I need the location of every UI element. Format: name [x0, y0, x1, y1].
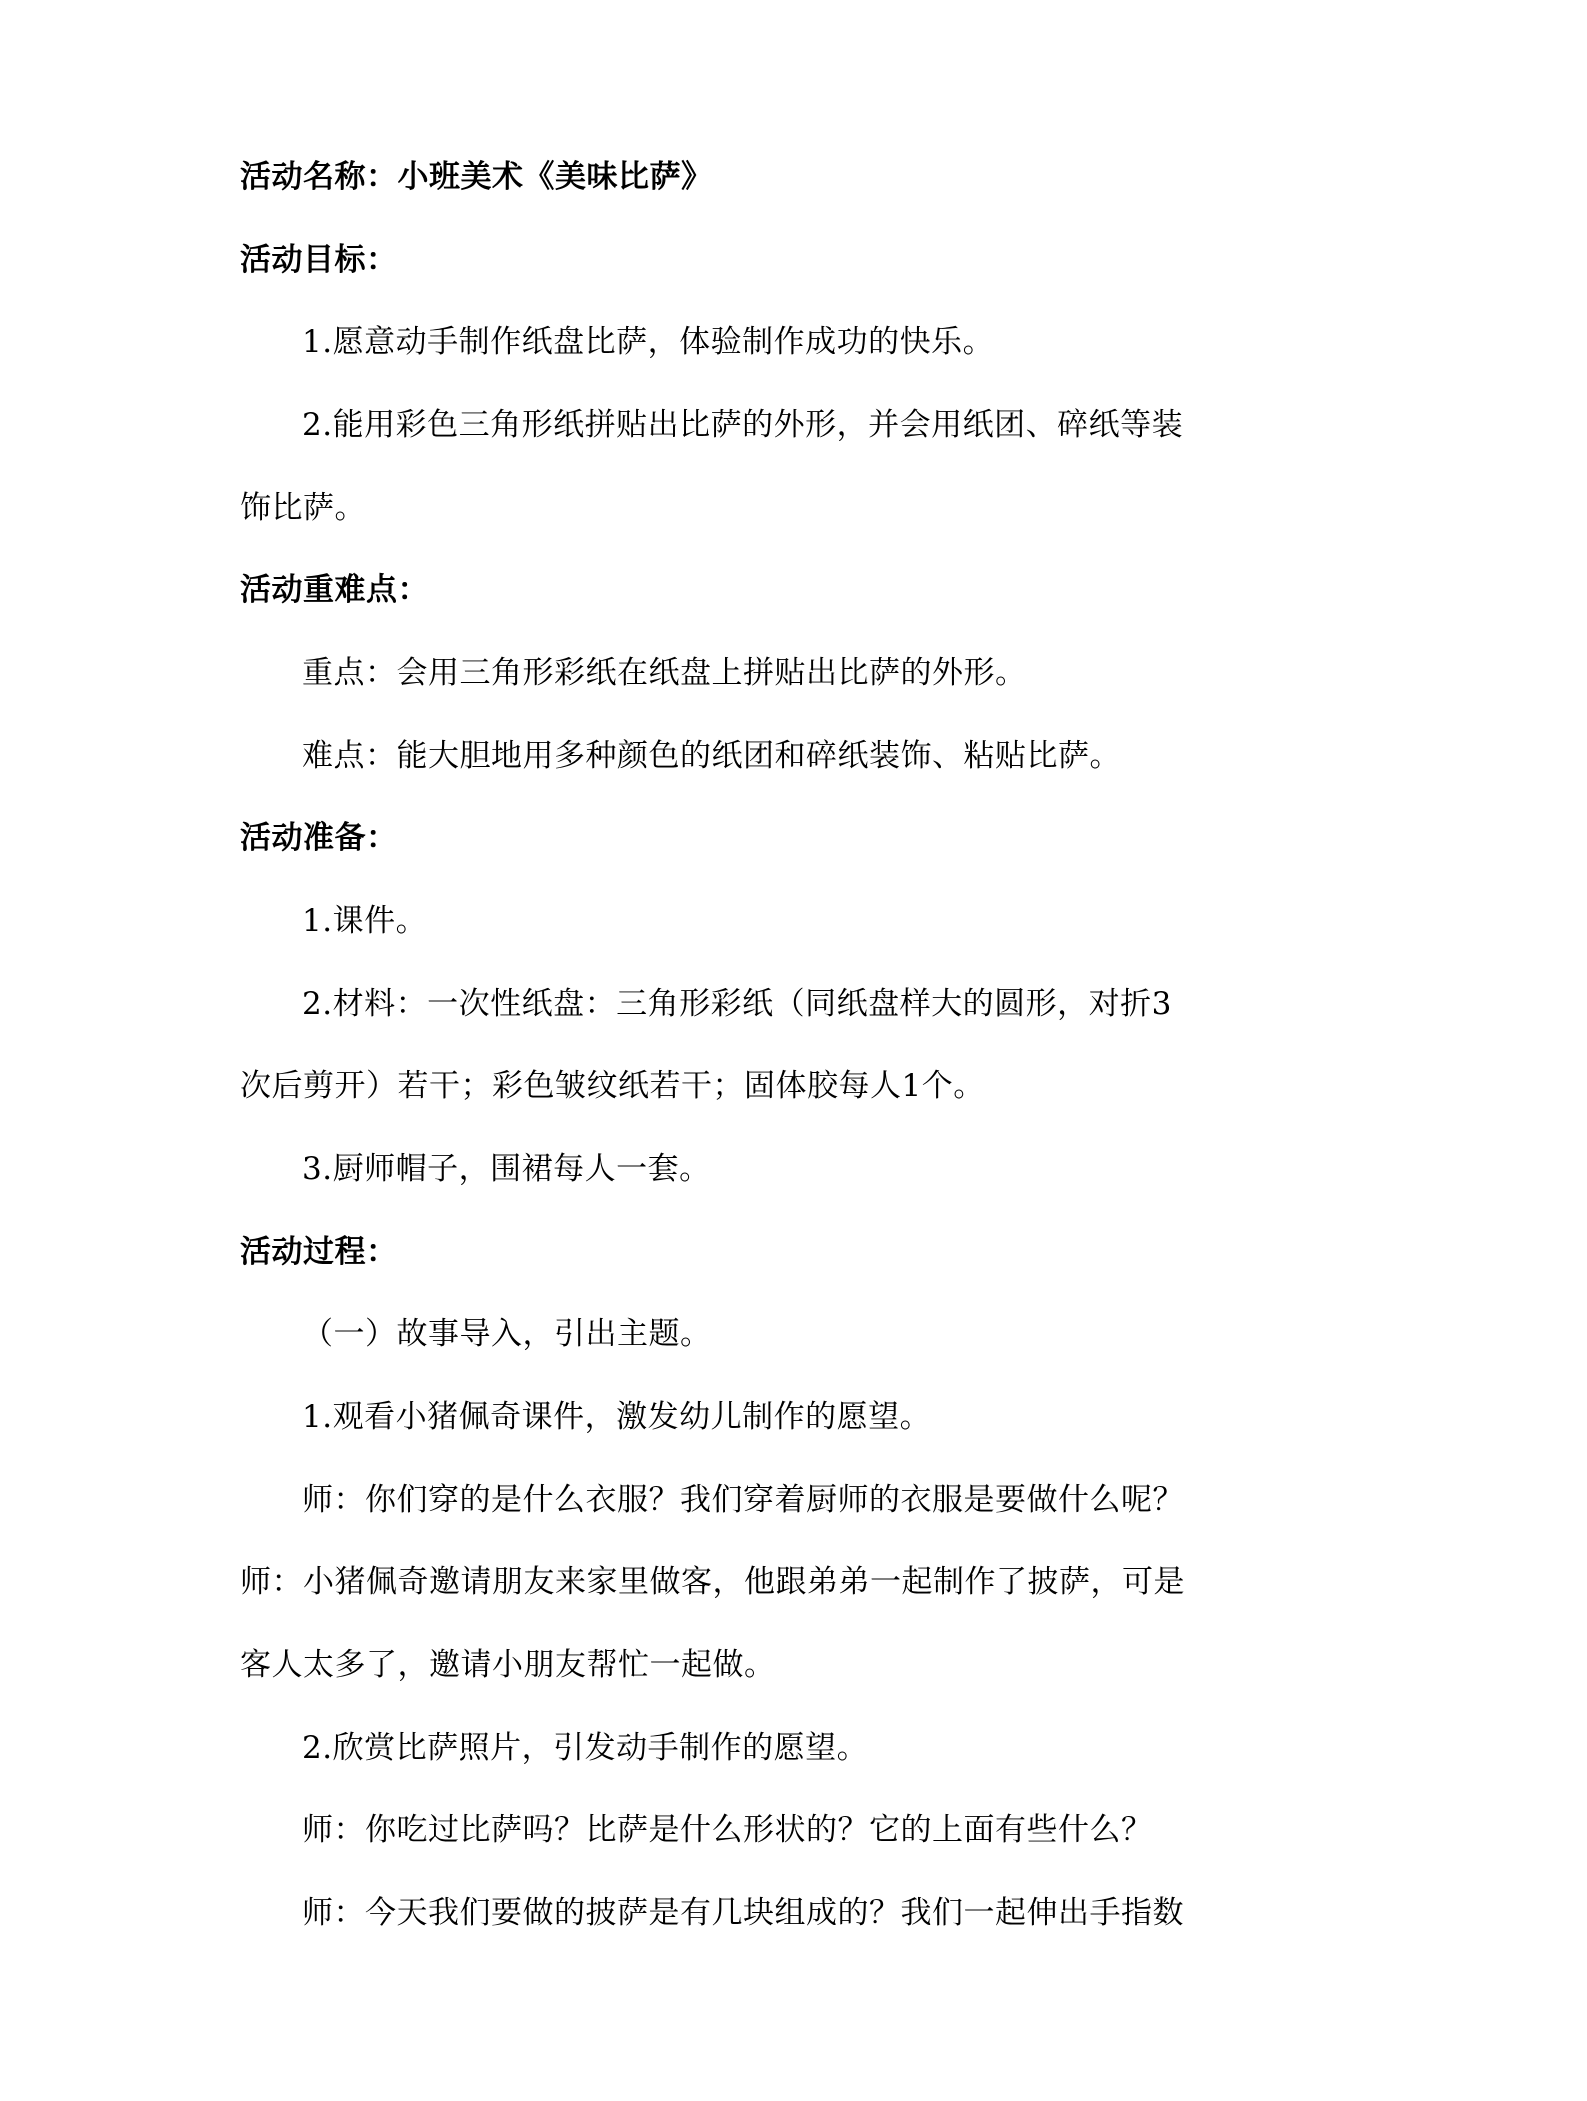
- paragraph: 2.欣赏比萨照片，引发动手制作的愿望。: [302, 1730, 869, 1766]
- section-heading-key-points: 活动重难点：: [240, 572, 429, 608]
- dialogue-line: 师：今天我们要做的披萨是有几块组成的？我们一起伸出手指数: [302, 1895, 1184, 1931]
- paragraph-continued: 客人太多了，邀请小朋友帮忙一起做。: [240, 1647, 776, 1683]
- paragraph: 1.课件。: [302, 903, 428, 939]
- paragraph: 1.愿意动手制作纸盘比萨，体验制作成功的快乐。: [302, 324, 995, 360]
- subsection-heading: （一）故事导入，引出主题。: [302, 1316, 712, 1352]
- paragraph-continued: 次后剪开）若干；彩色皱纹纸若干；固体胶每人1个。: [240, 1068, 985, 1104]
- activity-title: 活动名称：小班美术《美味比萨》: [240, 159, 713, 195]
- paragraph: 难点：能大胆地用多种颜色的纸团和碎纸装饰、粘贴比萨。: [302, 738, 1121, 774]
- paragraph: 2.材料：一次性纸盘：三角形彩纸（同纸盘样大的圆形，对折3: [302, 986, 1172, 1022]
- section-heading-process: 活动过程：: [240, 1234, 398, 1270]
- paragraph: 3.厨师帽子，围裙每人一套。: [302, 1151, 711, 1187]
- paragraph: 1.观看小猪佩奇课件，激发幼儿制作的愿望。: [302, 1399, 932, 1435]
- paragraph: 重点：会用三角形彩纸在纸盘上拼贴出比萨的外形。: [302, 655, 1027, 691]
- paragraph-continued: 饰比萨。: [240, 490, 366, 526]
- section-heading-goals: 活动目标：: [240, 242, 398, 278]
- dialogue-line: 师：小猪佩奇邀请朋友来家里做客，他跟弟弟一起制作了披萨，可是: [240, 1564, 1185, 1600]
- dialogue-line: 师：你吃过比萨吗？比萨是什么形状的？它的上面有些什么？: [302, 1812, 1153, 1848]
- dialogue-line: 师：你们穿的是什么衣服？我们穿着厨师的衣服是要做什么呢？: [302, 1482, 1184, 1518]
- section-heading-preparation: 活动准备：: [240, 820, 398, 856]
- paragraph: 2.能用彩色三角形纸拼贴出比萨的外形，并会用纸团、碎纸等装: [302, 407, 1184, 443]
